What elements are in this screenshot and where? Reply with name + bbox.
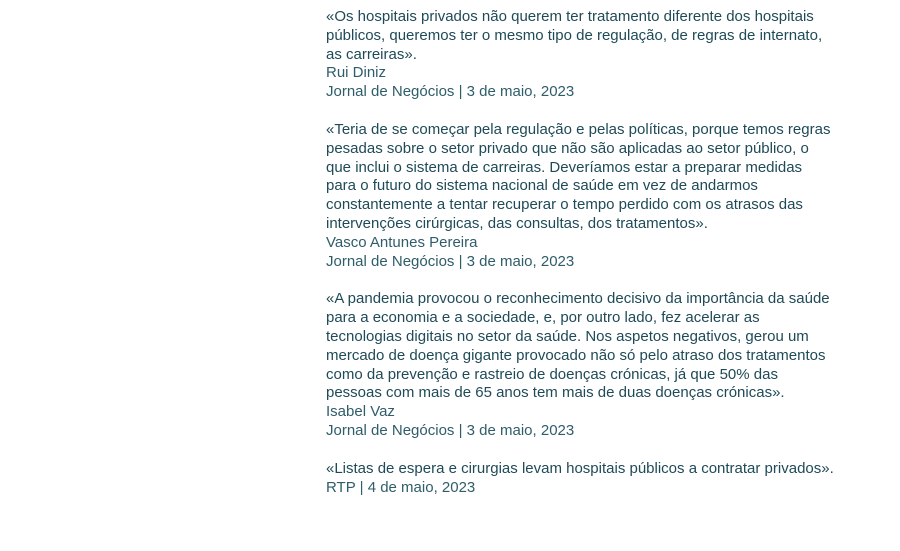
quote-text: «Os hospitais privados não querem ter tratamento diferente dos hospitais públicos, queremos ter o mesmo tipo de regulação, de regras de internato, as carreiras». <box>326 8 823 63</box>
quote-text: «Teria de se começar pela regulação e pelas políticas, porque temos regras pesadas sobre o setor privado que não são aplicadas ao setor público, o que inclui o sistema de carreiras. Deveríamos estar a preparar medidas para o futuro do sistema nacional de saúde em vez de andarmos constantemente a tentar recuperar o tempo perdido com os atrasos das intervenções cirúrgicas, das consultas, dos tratamentos». <box>326 120 831 232</box>
quote-source: Jornal de Negócios | 3 de maio, 2023 <box>326 83 575 101</box>
quote-item <box>326 460 836 498</box>
quote-source: Jornal de Negócios | 3 de maio, 2023 <box>326 252 575 270</box>
quote-text: «Listas de espera e cirurgias levam hospitais públicos a contratar privados». <box>326 459 834 477</box>
quote-author: Isabel Vaz <box>326 403 395 421</box>
quote-item <box>326 290 836 440</box>
quote-author: Rui Diniz <box>326 64 387 82</box>
quotes-list <box>326 8 836 516</box>
quote-item <box>326 8 836 102</box>
quote-source: RTP | 4 de maio, 2023 <box>326 478 476 496</box>
quote-author: Vasco Antunes Pereira <box>326 233 478 251</box>
quote-source: Jornal de Negócios | 3 de maio, 2023 <box>326 421 575 439</box>
quote-item <box>326 121 836 271</box>
quote-text: «A pandemia provocou o reconhecimento decisivo da importância da saúde para a economia e a sociedade, e, por outro lado, fez acelerar as tecnologias digitais no setor da saúde. Nos aspetos negativos, gerou um mercado de doença gigante provocado não só pelo atraso dos tratamentos como da prevenção e rastreio de doenças crónicas, já que 50% das pessoas com mais de 65 anos tem mais de duas doenças crónicas». <box>326 290 830 402</box>
